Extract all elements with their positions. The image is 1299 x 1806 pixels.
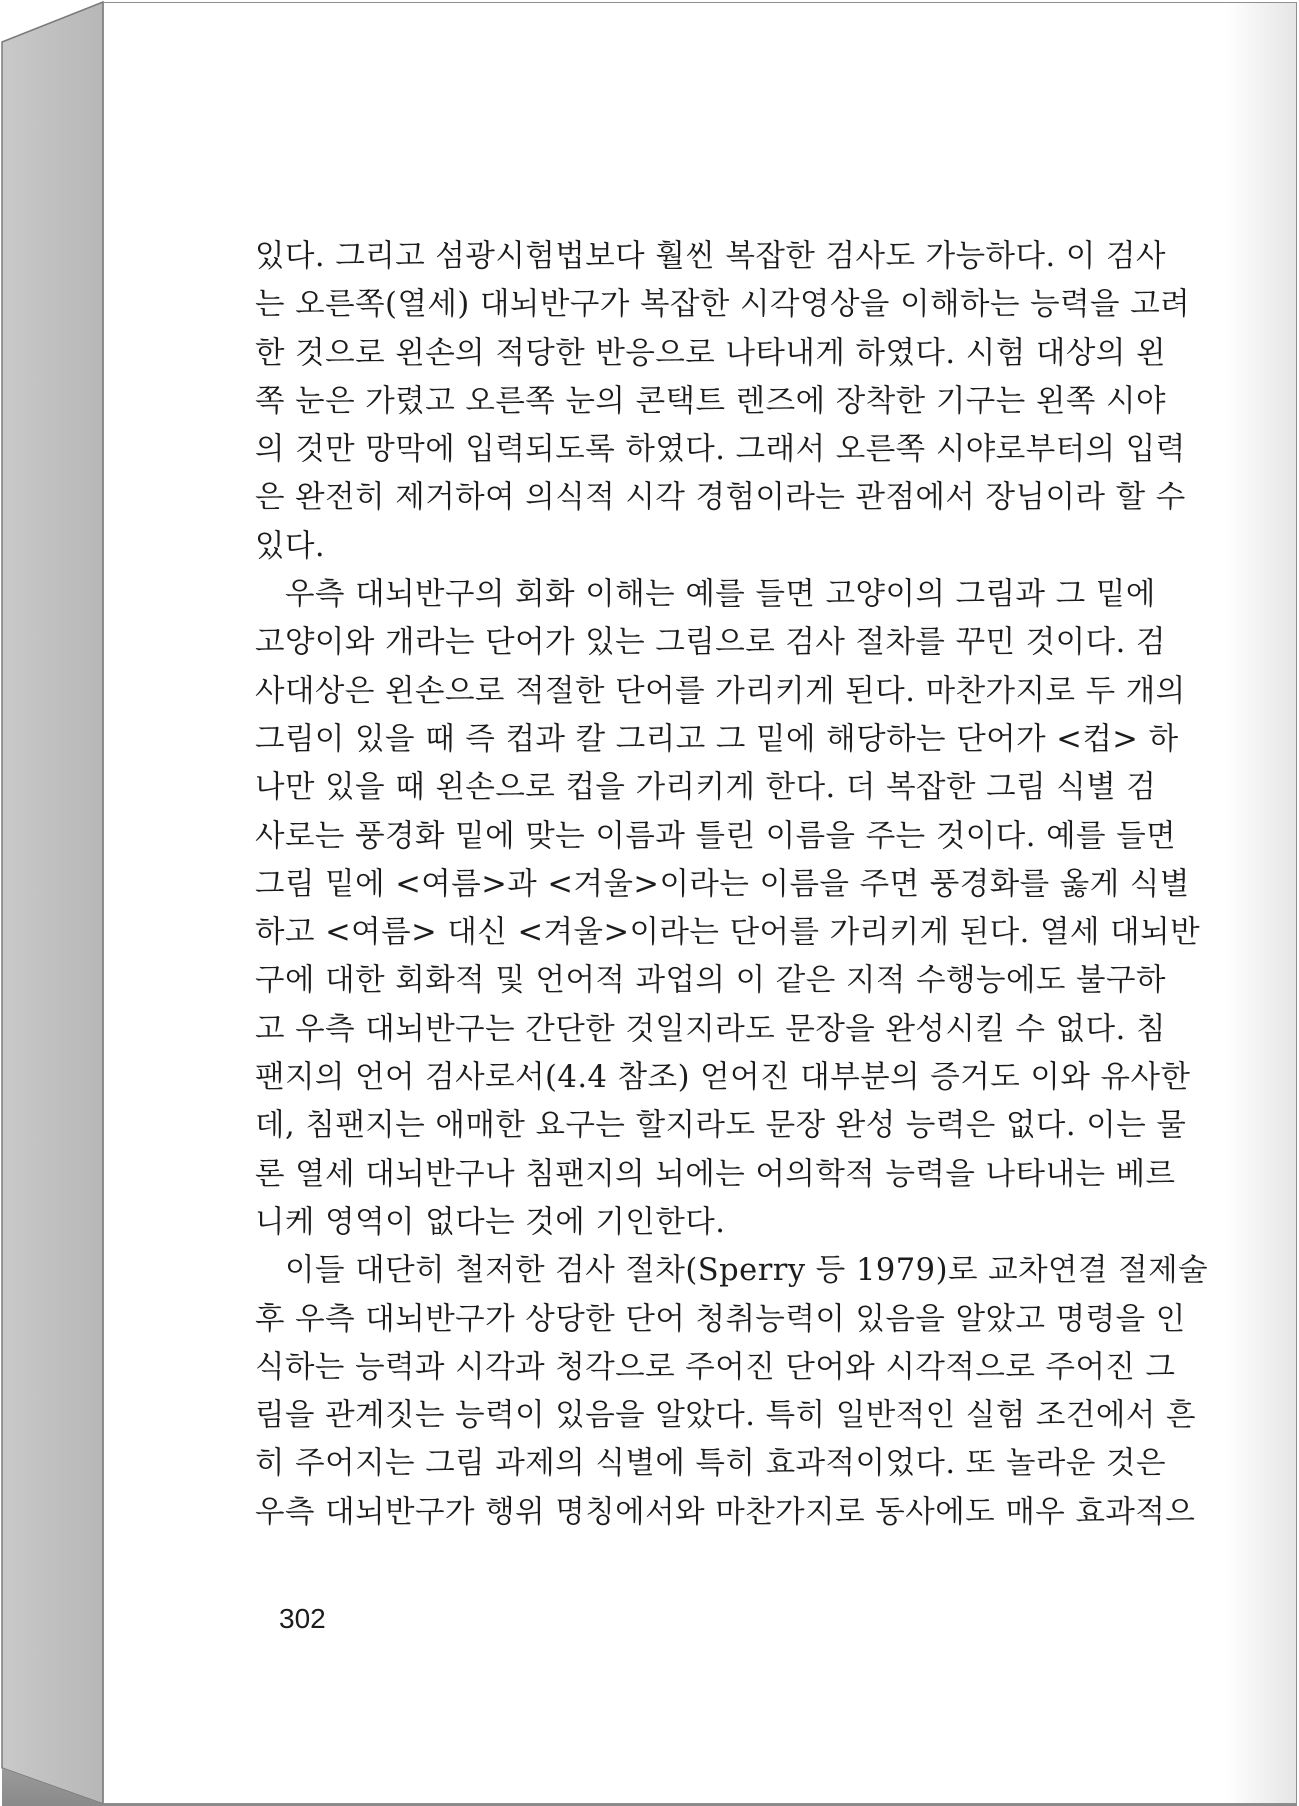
text-line: 사로는 풍경화 밑에 맞는 이름과 틀린 이름을 주는 것이다. 예를 들면 <box>255 818 1177 854</box>
text-line: 하고 <여름> 대신 <겨울>이라는 단어를 가리키게 된다. 열세 대뇌반 <box>255 915 1201 951</box>
text-line: 는 오른쪽(열세) 대뇌반구가 복잡한 시각영상을 이해하는 능력을 고려 <box>255 287 1191 323</box>
text-line: 고 우측 대뇌반구는 간단한 것일지라도 문장을 완성시킬 수 없다. 침 <box>255 1011 1166 1047</box>
body-text <box>255 233 1209 1537</box>
text-line: 론 열세 대뇌반구나 침팬지의 뇌에는 어의학적 능력을 나타내는 베르 <box>255 1156 1176 1192</box>
text-line: 나만 있을 때 왼손으로 컵을 가리키게 한다. 더 복잡한 그림 식별 검 <box>255 770 1157 806</box>
text-line: 쪽 눈은 가렸고 오른쪽 눈의 콘택트 렌즈에 장착한 기구는 왼쪽 시야 <box>255 383 1166 419</box>
text-line: 우측 대뇌반구의 회화 이해는 예를 들면 고양이의 그림과 그 밑에 <box>285 577 1156 613</box>
text-line: 팬지의 언어 검사로서(4.4 참조) 얻어진 대부분의 증거도 이와 유사한 <box>255 1060 1191 1096</box>
text-line: 있다. 그리고 섬광시험법보다 훨씬 복잡한 검사도 가능하다. 이 검사 <box>255 239 1166 274</box>
page-shadow <box>1226 3 1296 1803</box>
page-number: 302 <box>279 1603 326 1634</box>
text-line: 니케 영역이 없다는 것에 기인한다. <box>255 1204 726 1240</box>
text-line: 고양이와 개라는 단어가 있는 그림으로 검사 절차를 꾸민 것이다. 검 <box>255 625 1166 661</box>
paragraph-1 <box>255 233 1191 571</box>
paragraph-3 <box>255 1247 1209 1537</box>
text-line: 구에 대한 회화적 및 언어적 과업의 이 같은 지적 수행능에도 불구하 <box>255 963 1166 999</box>
text-line: 이들 대단히 철저한 검사 절차(Sperry 등 1979)로 교차연결 절제술 <box>285 1253 1209 1289</box>
text-line: 그림이 있을 때 즉 컵과 칼 그리고 그 밑에 해당하는 단어가 <컵> 하 <box>255 721 1179 757</box>
text-line: 식하는 능력과 시각과 청각으로 주어진 단어와 시각적으로 주어진 그 <box>255 1349 1176 1385</box>
text-line: 후 우측 대뇌반구가 상당한 단어 청취능력이 있음을 알았고 명령을 인 <box>255 1301 1186 1337</box>
text-line: 한 것으로 왼손의 적당한 반응으로 나타내게 하였다. 시험 대상의 왼 <box>255 335 1166 371</box>
book-page <box>103 2 1297 1804</box>
text-line: 우측 대뇌반구가 행위 명칭에서와 마찬가지로 동사에도 매우 효과적으 <box>255 1494 1196 1530</box>
text-line: 림을 관계짓는 능력이 있음을 알았다. 특히 일반적인 실험 조건에서 흔 <box>255 1398 1196 1434</box>
text-line: 사대상은 왼손으로 적절한 단어를 가리키게 된다. 마찬가지로 두 개의 <box>255 673 1186 709</box>
text-line: 의 것만 망막에 입력되도록 하였다. 그래서 오른쪽 시야로부터의 입력 <box>255 432 1186 468</box>
text-line: 은 완전히 제거하여 의식적 시각 경험이라는 관점에서 장님이라 할 수 <box>255 480 1186 516</box>
paragraph-2 <box>255 571 1201 1247</box>
text-line: 그림 밑에 <여름>과 <겨울>이라는 이름을 주면 풍경화를 옳게 식별 <box>255 866 1190 902</box>
text-line: 히 주어지는 그림 과제의 식별에 특히 효과적이었다. 또 놀라운 것은 <box>255 1446 1166 1482</box>
text-line: 데, 침팬지는 애매한 요구는 할지라도 문장 완성 능력은 없다. 이는 물 <box>255 1108 1187 1144</box>
text-line: 있다. <box>255 528 326 564</box>
